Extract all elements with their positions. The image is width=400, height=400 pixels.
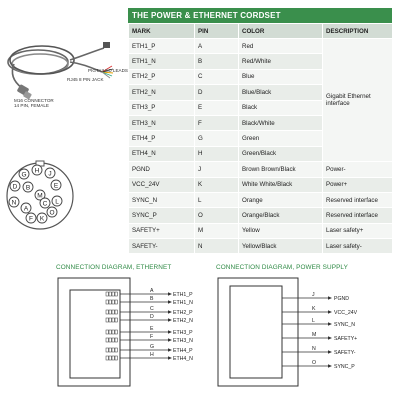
- m16-callout-line2: 14 PIN, FEMALE: [14, 103, 49, 109]
- wire-arrow: [328, 336, 332, 340]
- rj45-callout-text: RJ45 8 PIN JACK: [67, 77, 104, 82]
- signal-label: ETH4_N: [173, 355, 193, 362]
- cell-pin: F: [195, 115, 239, 130]
- cell-pin: J: [195, 162, 239, 177]
- table-row: [129, 177, 393, 192]
- table-row: [129, 208, 393, 223]
- cell-color: Blue/Black: [239, 85, 323, 100]
- pin-letter: M: [312, 332, 317, 338]
- contact-block: [115, 356, 117, 360]
- cordset-table-panel: [128, 8, 392, 254]
- cell-color: Yellow/Black: [239, 239, 323, 254]
- pin-letter: J: [312, 292, 315, 298]
- cell-color: Black: [239, 100, 323, 115]
- cell-pin: D: [195, 85, 239, 100]
- contact-block: [106, 330, 108, 334]
- wire-arrow: [328, 322, 332, 326]
- ethernet-connection-diagram: [56, 276, 206, 388]
- signal-label: SYNC_N: [334, 321, 356, 328]
- m16-pinout-diagram: [4, 160, 76, 232]
- wire-arrow: [168, 292, 172, 296]
- wire-arrow: [168, 356, 172, 360]
- wire-arrow: [328, 350, 332, 354]
- contact-block: [106, 356, 108, 360]
- header-description: DESCRIPTION: [323, 24, 393, 39]
- wire-arrow: [328, 310, 332, 314]
- ethernet-diagram-title: CONNECTION DIAGRAM, ETHERNET: [56, 264, 172, 271]
- contact-block: [112, 300, 114, 304]
- pin-letter: E: [150, 326, 154, 333]
- contact-block: [115, 310, 117, 314]
- table-row: [129, 192, 393, 207]
- cordset-table: [128, 23, 393, 254]
- cell-mark: ETH3_P: [129, 100, 195, 115]
- contact-block: [112, 318, 114, 322]
- cell-color: Black/White: [239, 115, 323, 130]
- contact-block: [112, 356, 114, 360]
- signal-label: ETH3_N: [173, 337, 193, 344]
- pin-letter: B: [150, 296, 154, 303]
- contact-block: [109, 330, 111, 334]
- cell-mark: SAFETY-: [129, 239, 195, 254]
- wire-arrow: [168, 348, 172, 352]
- cell-color: Green/Black: [239, 146, 323, 161]
- pin-letter: C: [150, 306, 154, 313]
- signal-label: VCC_24V: [334, 309, 358, 316]
- wire-arrow: [168, 318, 172, 322]
- cell-pin: H: [195, 146, 239, 161]
- cell-pin: L: [195, 192, 239, 207]
- contact-block: [112, 348, 114, 352]
- pin-label: N: [11, 199, 17, 207]
- contact-block: [115, 292, 117, 296]
- contact-block: [106, 300, 108, 304]
- signal-label: ETH2_P: [173, 309, 193, 316]
- contact-block: [109, 318, 111, 322]
- pin-label: B: [25, 184, 31, 192]
- m16-callout: [14, 98, 54, 108]
- cell-pin: M: [195, 223, 239, 238]
- pin-label: O: [49, 209, 55, 217]
- cell-color: Orange: [239, 192, 323, 207]
- table-row: [129, 223, 393, 238]
- contact-block: [109, 356, 111, 360]
- table-row: [129, 239, 393, 254]
- cell-mark: ETH2_N: [129, 85, 195, 100]
- contact-block: [112, 330, 114, 334]
- cell-mark: SYNC_P: [129, 208, 195, 223]
- pin-label: D: [12, 183, 18, 191]
- pin-label: H: [34, 167, 40, 175]
- cell-color: Green: [239, 131, 323, 146]
- cell-mark: ETH4_N: [129, 146, 195, 161]
- contact-block: [106, 318, 108, 322]
- cell-mark: VCC_24V: [129, 177, 195, 192]
- pin-label: L: [55, 198, 59, 206]
- cell-mark: SYNC_N: [129, 192, 195, 207]
- cell-pin: B: [195, 54, 239, 69]
- cell-color: Orange/Black: [239, 208, 323, 223]
- contact-block: [112, 292, 114, 296]
- wire-arrow: [168, 300, 172, 304]
- cell-pin: A: [195, 39, 239, 54]
- cell-pin: O: [195, 208, 239, 223]
- pin-label: A: [23, 205, 29, 213]
- contact-block: [109, 292, 111, 296]
- cell-pin: E: [195, 100, 239, 115]
- pin-letter: H: [150, 352, 154, 359]
- signal-label: ETH1_N: [173, 299, 193, 306]
- power-diagram-title: CONNECTION DIAGRAM, POWER SUPPLY: [216, 264, 348, 271]
- signal-label: SAFETY-: [334, 349, 356, 356]
- pin-label: G: [21, 171, 27, 179]
- contact-block: [112, 310, 114, 314]
- wire-arrow: [168, 338, 172, 342]
- pin-label: E: [53, 182, 59, 190]
- cell-mark: ETH1_P: [129, 39, 195, 54]
- cell-mark: ETH2_P: [129, 69, 195, 84]
- contact-block: [109, 310, 111, 314]
- cell-description-ethernet: Gigabit Ethernet interface: [323, 39, 393, 162]
- power-connector-inner: [230, 286, 282, 378]
- cell-mark: ETH1_N: [129, 54, 195, 69]
- contact-block: [106, 348, 108, 352]
- contact-block: [115, 348, 117, 352]
- signal-label: ETH4_P: [173, 347, 193, 354]
- cell-mark: PGND: [129, 162, 195, 177]
- signal-label: ETH1_P: [173, 291, 193, 298]
- cell-mark: ETH4_P: [129, 131, 195, 146]
- pin-label: F: [29, 215, 33, 223]
- cell-pin: K: [195, 177, 239, 192]
- contact-block: [115, 338, 117, 342]
- pin-label: C: [42, 200, 48, 208]
- signal-label: SAFETY+: [334, 335, 358, 342]
- contact-block: [106, 338, 108, 342]
- pin-label: K: [39, 215, 45, 223]
- contact-block: [112, 338, 114, 342]
- signal-label: ETH2_N: [173, 317, 193, 324]
- wire-arrow: [328, 364, 332, 368]
- contact-block: [115, 330, 117, 334]
- cell-pin: G: [195, 131, 239, 146]
- wire-arrow: [328, 296, 332, 300]
- pin-letter: K: [312, 306, 316, 312]
- cell-mark: SAFETY+: [129, 223, 195, 238]
- cell-color: White White/Black: [239, 177, 323, 192]
- cell-pin: C: [195, 69, 239, 84]
- header-pin: PIN: [195, 24, 239, 39]
- table-row: [129, 39, 393, 54]
- cell-color: Red: [239, 39, 323, 54]
- rj45-callout: [67, 77, 104, 82]
- cell-color: Brown Brown/Black: [239, 162, 323, 177]
- cell-description: Laser safety+: [323, 223, 393, 238]
- signal-label: SYNC_P: [334, 363, 355, 370]
- contact-block: [109, 338, 111, 342]
- cell-color: Blue: [239, 69, 323, 84]
- contact-block: [109, 300, 111, 304]
- cell-mark: ETH3_N: [129, 115, 195, 130]
- contact-block: [115, 318, 117, 322]
- signal-label: PGND: [334, 295, 349, 302]
- cell-description: Reserved interface: [323, 192, 393, 207]
- pigtailed-callout-text: PIGTAILED LEADS: [88, 68, 128, 73]
- header-color: COLOR: [239, 24, 323, 39]
- contact-block: [106, 310, 108, 314]
- cell-pin: N: [195, 239, 239, 254]
- pin-letter: A: [150, 288, 154, 295]
- table-title: THE POWER & ETHERNET CORDSET: [128, 8, 392, 23]
- header-mark: MARK: [129, 24, 195, 39]
- power-connection-diagram: [216, 276, 376, 388]
- contact-block: [115, 300, 117, 304]
- pin-letter: L: [312, 318, 315, 324]
- table-header-row: [129, 24, 393, 39]
- table-row: [129, 162, 393, 177]
- pin-label: M: [37, 192, 43, 200]
- contact-block: [109, 348, 111, 352]
- cell-color: Yellow: [239, 223, 323, 238]
- wire-arrow: [168, 330, 172, 334]
- cell-description: Power+: [323, 177, 393, 192]
- pin-letter: D: [150, 314, 154, 321]
- wire-arrow: [168, 310, 172, 314]
- m16-callout-line1: M16 CONNECTOR: [14, 98, 54, 103]
- cell-color: Red/White: [239, 54, 323, 69]
- cell-description: Reserved interface: [323, 208, 393, 223]
- pigtailed-callout: [88, 68, 128, 73]
- pin-letter: O: [312, 360, 317, 366]
- contact-block: [106, 292, 108, 296]
- pin-letter: F: [150, 334, 154, 341]
- cell-description: Laser safety-: [323, 239, 393, 254]
- pin-letter: N: [312, 346, 316, 352]
- pin-label: J: [48, 170, 52, 178]
- cell-description: Power-: [323, 162, 393, 177]
- pin-letter: G: [150, 344, 155, 351]
- signal-label: ETH3_P: [173, 329, 193, 336]
